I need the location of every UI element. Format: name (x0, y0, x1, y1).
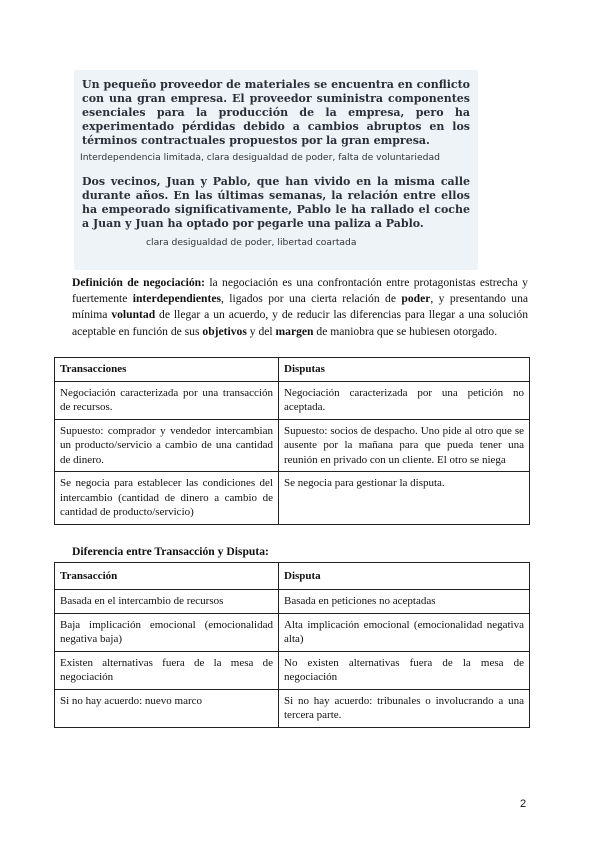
table-header-row (55, 358, 530, 382)
table-cell: Alta implicación emocional (emocionalidad negativa alta) (279, 613, 530, 651)
table-header-row (55, 563, 530, 590)
table-header: Disputas (279, 358, 530, 382)
definition-text: de llegar a un acuerdo, y de reducir las diferencias para llegar a una solución aceptable en función de sus (72, 308, 529, 338)
table-cell: Existen alternativas fuera de la mesa de negociación (55, 651, 279, 689)
table-row (55, 381, 530, 419)
keyword: poder (401, 292, 431, 306)
table-row (55, 613, 530, 651)
definition-text: la negociación es una confrontación entre protagonistas estrecha y fuertemente (72, 276, 528, 306)
keyword: margen (275, 324, 314, 338)
keyword: objetivos (202, 324, 247, 338)
definition-term: Definición de negociación: (72, 276, 205, 289)
table-cell: Se negocia para gestionar la disputa. (279, 472, 530, 525)
table-row (55, 419, 530, 472)
definition-text: , y presentando una mínima (72, 292, 529, 322)
table-row (55, 689, 530, 727)
table-cell: Supuesto: socios de despacho. Uno pide al otro que se ausente por la mañana para que pueda tener una reunión en privado con un cliente. El otro se niega (279, 419, 530, 472)
table-cell: Supuesto: comprador y vendedor intercambian un producto/servicio a cambio de una cantidad de dinero. (55, 419, 279, 472)
table-header: Transacciones (55, 358, 279, 382)
table-cell: Basada en el intercambio de recursos (55, 590, 279, 614)
case-1-caption: Interdependencia limitada, clara desigualdad de poder, falta de voluntariedad (80, 152, 440, 163)
case-examples-image (74, 70, 478, 270)
table-row (55, 472, 530, 525)
table-cell: Si no hay acuerdo: nuevo marco (55, 689, 279, 727)
difference-table (54, 562, 530, 728)
table-row (55, 651, 530, 689)
table-cell: Se negocia para establecer las condiciones del intercambio (cantidad de dinero a cambio de cantidad de producto/servicio) (55, 472, 279, 525)
section-subtitle: Diferencia entre Transacción y Disputa: (72, 545, 269, 558)
table-cell: Si no hay acuerdo: tribunales o involucrando a una tercera parte. (279, 689, 530, 727)
table-cell: Baja implicación emocional (emocionalidad negativa baja) (55, 613, 279, 651)
table-cell: Basada en peticiones no aceptadas (279, 590, 530, 614)
case-2-caption: clara desigualdad de poder, libertad coartada (146, 237, 357, 248)
table-header: Transacción (55, 563, 279, 590)
table-cell: Negociación caracterizada por una transacción de recursos. (55, 381, 279, 419)
negotiation-definition (72, 275, 528, 340)
definition-text: , ligados por una cierta relación de (221, 292, 402, 306)
table-header: Disputa (279, 563, 530, 590)
table-cell: No existen alternativas fuera de la mesa de negociación (279, 651, 530, 689)
keyword: voluntad (111, 308, 156, 322)
definition-text: de maniobra que se hubiesen otorgado. (313, 324, 498, 338)
page-number: 2 (520, 798, 527, 810)
table-row (55, 590, 530, 614)
case-2-text: Dos vecinos, Juan y Pablo, que han vivido en la misma calle durante años. En las últimas semanas, la relación entre ellos ha empeorado significativamente, Pablo le ha rallado el coche a Juan y Juan ha optado por pegarle una paliza a Pablo. (82, 175, 470, 230)
transactions-disputes-table (54, 357, 530, 525)
keyword: interdependientes (132, 292, 222, 306)
case-1-text: Un pequeño proveedor de materiales se encuentra en conflicto con una gran empresa. El proveedor suministra componentes esenciales para la producción de la empresa, pero ha experimentado pérdidas debido a cambios abruptos en los términos contractuales propuestos por la gran empresa. (82, 78, 470, 147)
table-cell: Negociación caracterizada por una petición no aceptada. (279, 381, 530, 419)
definition-text: y del (246, 324, 276, 338)
